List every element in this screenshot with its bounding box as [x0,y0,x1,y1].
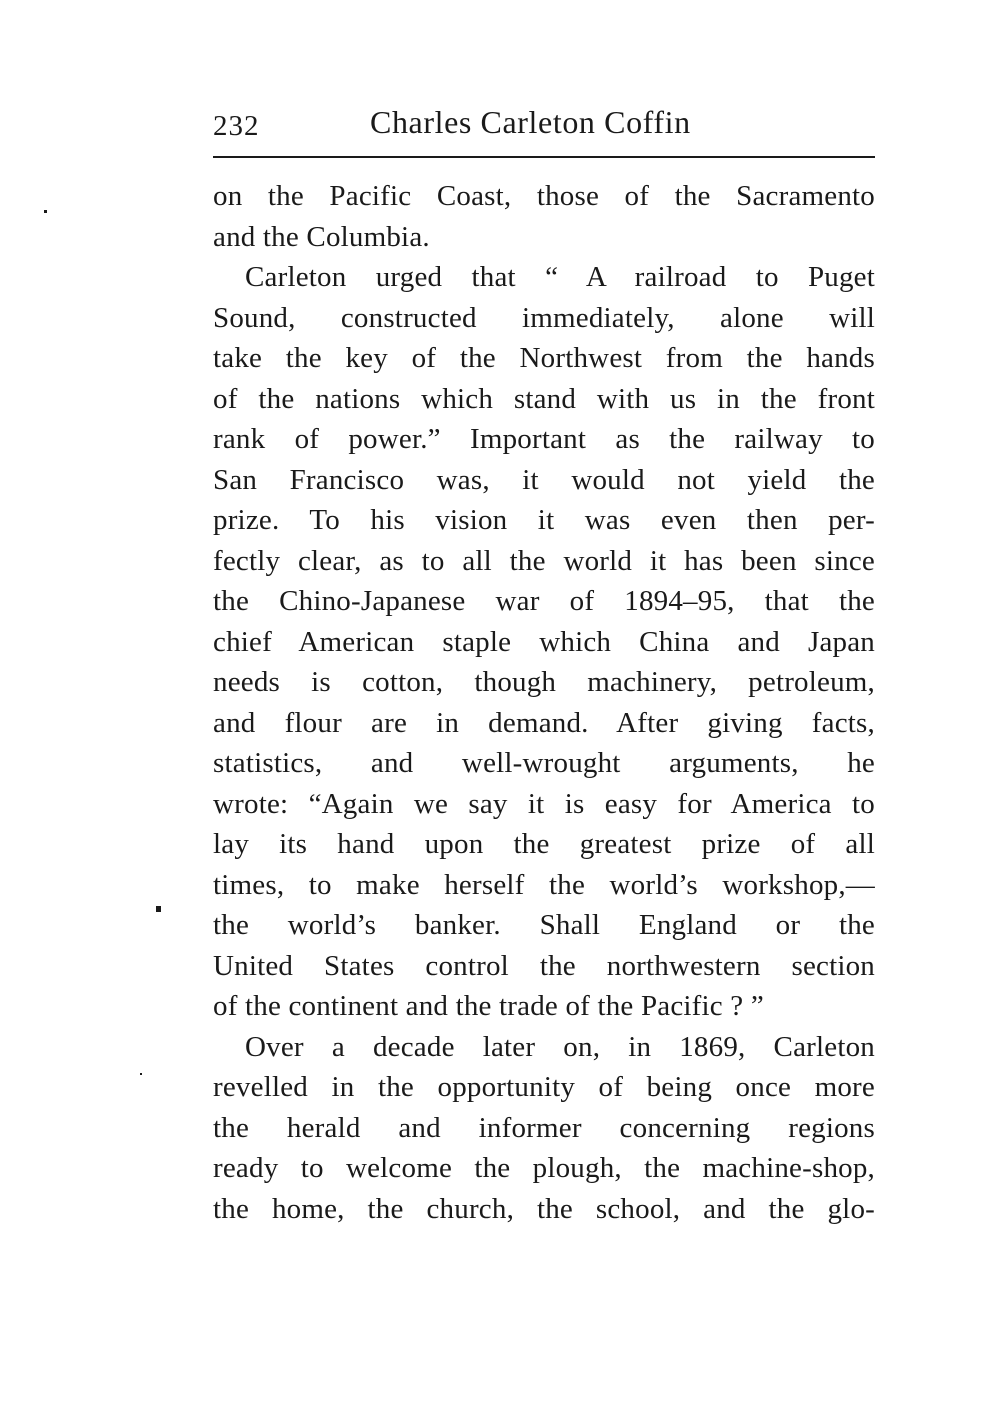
text-line: San Francisco was, it would not yield the [213,463,875,496]
text-line: the Chino-Japanese war of 1894–95, that the [213,585,875,617]
text-line: the world’s banker. Shall England or the [213,909,875,941]
page-number: 232 [213,110,260,142]
scan-speck [140,1073,142,1075]
text-line: times, to make herself the world’s workshop,— [213,868,875,901]
text-line: wrote: “Again we say it is easy for America to [213,787,875,820]
scan-speck [44,210,47,213]
text-line: needs is cotton, though machinery, petroleum, [213,666,875,698]
text-line: and flour are in demand. After giving facts, [213,706,875,739]
text-line: of the continent and the trade of the Pacific ? ” [213,990,764,1022]
header-rule [213,156,875,158]
text-line: of the nations which stand with us in the front [213,382,875,415]
text-line: prize. To his vision it was even then per- [213,504,875,536]
text-line: the home, the church, the school, and the glo- [213,1192,875,1225]
text-line: Over a decade later on, in 1869, Carleton [245,1030,875,1063]
text-line: the herald and informer concerning regions [213,1111,875,1144]
scan-speck [156,906,161,912]
text-line: fectly clear, as to all the world it has been since [213,544,875,577]
body-text [213,176,875,1229]
running-head [213,102,875,150]
text-line: on the Pacific Coast, those of the Sacramento [213,180,875,212]
text-line: take the key of the Northwest from the hands [213,342,875,374]
text-line: and the Columbia. [213,220,430,253]
text-line: Carleton urged that “ A railroad to Puget [245,261,875,293]
running-title: Charles Carleton Coffin [370,104,691,140]
text-line: United States control the northwestern section [213,949,875,982]
text-line: lay its hand upon the greatest prize of all [213,828,875,860]
text-line: rank of power.” Important as the railway to [213,423,875,455]
text-line: ready to welcome the plough, the machine-shop, [213,1152,875,1184]
text-line: revelled in the opportunity of being once more [213,1071,875,1103]
text-line: chief American staple which China and Japan [213,625,875,658]
text-line: Sound, constructed immediately, alone will [213,301,875,334]
text-line: statistics, and well-wrought arguments, he [213,747,875,779]
